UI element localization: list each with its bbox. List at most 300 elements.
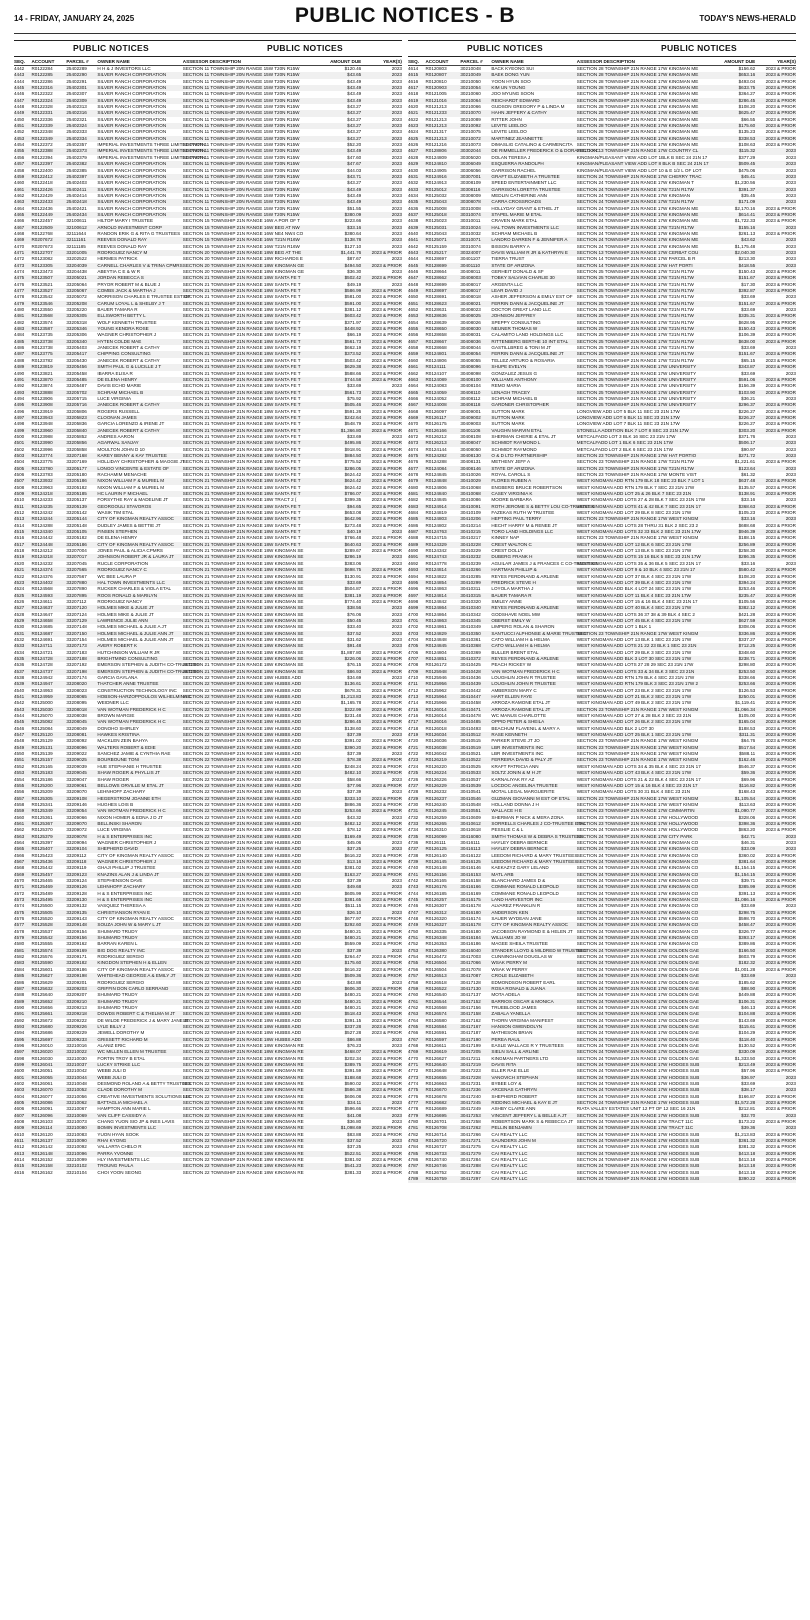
cell-years: 2023 & PRIOR	[371, 687, 402, 693]
cell-owner: CONSTRUCTION TECHNOLOGY INC	[97, 687, 177, 693]
cell-owner: LUCE VIRGINIA	[97, 395, 132, 401]
cell-years: 2023 & PRIOR	[371, 1017, 402, 1023]
cell-years: 2023 & PRIOR	[371, 1087, 402, 1093]
col-amount: AMOUNT DUE	[724, 59, 756, 64]
cell-account: R0123963	[31, 484, 53, 490]
cell-years: 2023	[391, 237, 402, 243]
cell-amount: $135.57	[738, 484, 756, 490]
cell-parcel: 30410519	[460, 744, 481, 750]
cell-description: SECTION 11 TOWNSHIP 20N RANGE 15W T20N R15W	[182, 199, 300, 205]
cell-description: SECTION 23 TOWNSHIP 21N RANGE 17W CIMMARTIN	[576, 808, 695, 814]
cell-owner: GASTILLBREG & TONI M JT	[491, 345, 552, 351]
cell-amount: $45.06	[347, 839, 362, 845]
cell-amount: $482.12	[344, 820, 362, 826]
cell-amount: $335.31	[738, 313, 756, 319]
cell-account: R0124144	[425, 446, 447, 452]
cell-owner: HUGHES LOIS B	[97, 801, 134, 807]
cell-parcel: 33207017	[66, 554, 87, 560]
cell-description: SECTION 23 TOWNSHIP 21N RANGE 17W WEST KINGM	[576, 738, 699, 744]
cell-parcel: 33210030	[66, 1055, 87, 1061]
cell-seq: 4616	[408, 78, 419, 84]
cell-seq: 4471	[14, 249, 25, 255]
cell-description: SECTION 23 TOWNSHIP 21N RANGE 17W T21N R17W	[576, 459, 694, 465]
cell-description: SECTION 22 TOWNSHIP 21N RANGE 18W HUBBS ADD	[182, 827, 302, 833]
cell-account: R0122433	[31, 199, 53, 205]
cell-seq: 4570	[14, 878, 25, 883]
cell-amount: $258.30	[738, 548, 756, 554]
cell-description: SECTION 24 TOWNSHIP 21N RANGE 17W GOLDEN GAE	[576, 1042, 700, 1048]
cell-parcel: 25402321	[66, 116, 87, 122]
cell-parcel: 33209169	[66, 947, 87, 953]
cell-owner: HOLLAND DONNA J H	[491, 801, 539, 807]
cell-account: R0125043	[425, 199, 447, 205]
cell-account: R0123574	[31, 319, 53, 325]
cell-seq: 4683	[408, 503, 419, 509]
cell-owner: REMO MARIA	[491, 383, 521, 389]
cell-seq: 4505	[14, 465, 25, 471]
cell-amount: $391.13	[738, 890, 756, 896]
cell-seq: 4785	[408, 1150, 419, 1156]
cell-seq: 4723	[408, 757, 419, 763]
cell-years: 2023 & PRIOR	[765, 757, 796, 763]
cell-amount: $337.28	[344, 1023, 362, 1029]
cell-owner: H H & J INVESTORS LLC	[97, 66, 151, 71]
cell-years: 2023 & PRIOR	[765, 947, 796, 953]
cell-seq: 4685	[408, 516, 419, 522]
cell-parcel: 30417236	[460, 1087, 481, 1093]
cell-account: R0124568	[31, 586, 53, 592]
cell-years: 2023 & PRIOR	[765, 979, 796, 985]
cell-amount: $33.16	[347, 224, 362, 230]
cell-account: R0126257	[425, 897, 447, 903]
cell-amount: $633.75	[738, 85, 756, 91]
cell-years: 2023 & PRIOR	[765, 142, 796, 148]
cell-parcel: 33205137	[66, 497, 87, 503]
cell-account: R0126504	[425, 966, 447, 972]
cell-owner: COMMANE RONALD LEOPOLD	[491, 890, 559, 896]
cell-amount: $774.40	[344, 598, 362, 604]
cell-account: R0124845	[425, 472, 447, 477]
cell-account: R0120803	[425, 66, 447, 71]
cell-parcel: 30408003	[460, 275, 481, 281]
cell-account: R0125030	[31, 706, 53, 712]
cell-years: 2023 & PRIOR	[371, 319, 402, 325]
cell-description: SECTION 24 TOWNSHIP 21N RANGE 17W HODGES SUB	[576, 1100, 700, 1106]
cell-description: SECTION 22 TOWNSHIP 21N RANGE 18W KINGMAN RE	[182, 1093, 304, 1099]
cell-account: R0121213	[425, 116, 447, 122]
cell-description: WEST KINGMAN ADD LOTS 30 31 BLK 4 SEC 23 21N	[576, 789, 691, 795]
cell-seq: 4580	[14, 941, 25, 947]
cell-seq: 4675	[408, 452, 419, 458]
cell-years: 2023	[391, 776, 402, 782]
cell-account: R0124233	[31, 497, 53, 503]
cell-parcel: 30408050	[460, 446, 481, 452]
cell-parcel: 25402382	[66, 161, 87, 167]
cell-years: 2023 & PRIOR	[765, 1131, 796, 1137]
cell-amount: $2,170.16	[734, 205, 756, 211]
cell-parcel: 30310008	[460, 205, 481, 211]
cell-owner: CAI REALTY LLC	[491, 1176, 528, 1182]
cell-years: 2023 & PRIOR	[765, 998, 796, 1004]
cell-amount: $377.29	[738, 154, 756, 160]
cell-owner: REYES FERDINAND & ARLENE	[491, 573, 559, 579]
cell-description: SECTION 24 TOWNSHIP 21N RANGE 17W GOLDEN GAE	[576, 1036, 700, 1042]
cell-account: R0125071	[425, 237, 447, 243]
cell-years: 2023 & PRIOR	[371, 928, 402, 934]
cell-owner: CLOONAN JAMES	[97, 414, 137, 420]
cell-account: R0128662	[425, 275, 447, 281]
cell-years: 2023	[391, 211, 402, 217]
cell-amount: $136.61	[344, 681, 362, 687]
cell-amount: $37.39	[347, 789, 362, 795]
cell-years: 2023 & PRIOR	[371, 668, 402, 674]
cell-years: 2023 & PRIOR	[765, 611, 796, 617]
cell-parcel: 30410425	[460, 662, 481, 668]
cell-description: SECTION 22 TOWNSHIP 21N RANGE 18W HUBBS ADD	[182, 687, 302, 693]
cell-parcel: 33209148	[66, 922, 87, 928]
cell-amount: $226.27	[738, 421, 756, 427]
cell-parcel: 33205064	[66, 281, 87, 287]
cell-account: R0122348	[31, 129, 53, 135]
cell-parcel: 33208018	[66, 706, 87, 712]
cell-owner: GARCIA GAYLANA	[97, 675, 138, 680]
cell-seq: 4714	[408, 700, 419, 706]
cell-seq: 4483	[14, 326, 25, 332]
cell-seq: 4511	[14, 503, 24, 509]
cell-description: SECTION 22 TOWNSHIP 21N RANGE 18W KINGMAN RE	[182, 1087, 304, 1093]
cell-seq: 4724	[408, 763, 419, 769]
cell-owner: VINCENT JEFFERY L & BELLE A JT	[491, 1112, 567, 1118]
cell-description: SECTION 11 TOWNSHIP 20N RANGE 15W T20N R15W	[182, 135, 300, 141]
cell-parcel: 30308078	[460, 199, 481, 205]
cell-owner: WILLIAMS JO W	[491, 935, 527, 941]
cell-owner: SILVER RANCH CORPORATION	[97, 91, 167, 97]
cell-years: 2023 & PRIOR	[765, 706, 796, 712]
cell-amount: $43.27	[347, 135, 362, 141]
cell-seq: 4671	[408, 427, 419, 433]
cell-account: R0124803	[425, 516, 447, 522]
cell-account: R0128631	[425, 307, 447, 313]
cell-parcel: 33210096	[66, 1150, 87, 1156]
cell-account: R0126259	[425, 814, 447, 820]
cell-seq: 4565	[14, 846, 25, 852]
section-banner-left	[14, 40, 402, 57]
cell-amount: $43.49	[347, 91, 362, 97]
cell-seq: 4699	[408, 605, 419, 611]
cell-parcel: 25402385	[66, 167, 87, 173]
cell-account: R0123870	[31, 376, 53, 382]
cell-owner: WC MILLEN ELLEN M TRUSTEE	[97, 1049, 167, 1055]
cell-account: R0123960	[31, 427, 53, 433]
cell-seq: 4560	[14, 814, 25, 820]
cell-years: 2023 & PRIOR	[765, 351, 796, 357]
cell-owner: SUTTON MARK	[491, 414, 525, 420]
cell-amount: $17.30	[741, 281, 756, 287]
cell-description: SECTION 25 TOWNSHIP 21N RANGE 17W T21N R17W	[576, 313, 694, 319]
cell-account: R0126166	[425, 427, 447, 433]
cell-seq: 4620	[408, 104, 419, 110]
cell-parcel: 30401110	[460, 262, 481, 268]
cell-owner: BIG DOG REALTY INC	[97, 947, 145, 953]
cell-description: SECTION 22 TOWNSHIP 21N RANGE 18W KINGMAN RE	[182, 1081, 304, 1086]
cell-owner: REEVES DONALD RAY	[97, 243, 147, 249]
cell-owner: O & D LTD PARTNERSHIP	[491, 452, 548, 458]
cell-seq: 4725	[408, 770, 419, 776]
cell-owner: SILVER RANCH CORPORATION	[97, 72, 167, 78]
cell-amount: $66.55	[741, 116, 756, 122]
cell-parcel: 30410361	[460, 636, 481, 642]
cell-seq: 4771	[408, 1061, 419, 1067]
cell-years: 2023 & PRIOR	[371, 700, 402, 706]
cell-seq: 4558	[14, 801, 25, 807]
cell-account: R0124376	[31, 573, 53, 579]
cell-description: SECTION 22 TOWNSHIP 21N RANGE 18W HUBBS ADD	[182, 928, 302, 934]
cell-description: SECTION 24 TOWNSHIP 21N RANGE 17W CITY PARK	[576, 833, 693, 839]
cell-owner: CASEY VIRGINIA K	[491, 491, 533, 497]
section-label: PUBLIC NOTICES	[267, 43, 343, 53]
cell-description: SECTION 24 TOWNSHIP 21N RANGE 17W HODGES SUB	[576, 1112, 700, 1118]
cell-description: SECTION 11 TOWNSHIP 20N RANGE 15W T20N R15W	[182, 154, 300, 160]
cell-parcel: 33209171	[66, 954, 87, 960]
cell-amount: $628.95	[738, 319, 756, 325]
cell-description: SECTION 11 TOWNSHIP 20N RANGE 15W T20N R15W	[182, 78, 300, 84]
cell-owner: RUCLE CORPORATION	[97, 560, 149, 566]
cell-description: SECTION 28 TOWNSHIP 21N RANGE 17W KINGMAN ME	[576, 85, 699, 91]
cell-years: 2023	[391, 617, 402, 623]
cell-seq: 4478	[14, 294, 25, 300]
cell-amount: $338.53	[738, 135, 756, 141]
cell-description: SECTION 21 TOWNSHIP 21N RANGE 18W SANTA FE T	[182, 510, 301, 516]
cell-seq: 4549	[14, 744, 25, 750]
cell-description: SECTION 21 TOWNSHIP 21N RANGE 18W SANTA FE T	[182, 529, 301, 535]
cell-owner: CITY OF KINGMAN REALTY ASSOC	[97, 916, 174, 922]
cell-description: SECTION 24 TOWNSHIP 21N RANGE 17W KINGMAN ME	[576, 211, 699, 217]
cell-years: 2023 & PRIOR	[371, 598, 402, 604]
cell-parcel: 30417258	[460, 1119, 481, 1125]
cell-parcel: 33209146	[66, 801, 87, 807]
cell-parcel: 30410368	[460, 643, 481, 649]
cell-seq: 4783	[408, 1138, 419, 1144]
cell-parcel: 33209233	[66, 1036, 87, 1042]
cell-seq: 4726	[408, 776, 419, 782]
cell-account: R0125442	[31, 865, 53, 871]
cell-description: SECTION 21 TOWNSHIP 21N RANGE 18W SANTA FE T	[182, 503, 301, 509]
cell-seq: 4443	[14, 72, 25, 78]
cell-years: 2023 & PRIOR	[765, 630, 796, 636]
cell-description: WEST KINGMAN ADD LOT 13 BLK 1 SEC 23 21N 17W	[576, 636, 692, 642]
cell-owner: LUCE VIRGINIA	[97, 827, 132, 833]
cell-account: R0124212	[31, 548, 53, 554]
cell-amount: $86.88	[347, 1036, 362, 1042]
cell-seq: 4496	[14, 408, 25, 414]
cell-account: R0124848	[425, 478, 447, 484]
cell-description: WEST KINGMAN ADD LOT 23 BLK 2 SEC 23 21N 17W	[576, 687, 692, 693]
cell-amount: $390.22	[738, 1176, 756, 1182]
cell-amount: $286.35	[738, 554, 756, 560]
cell-amount: $606.30	[344, 985, 362, 991]
cell-years: 2023 & PRIOR	[765, 1068, 796, 1074]
cell-amount: $1,887.80	[340, 649, 362, 655]
cell-amount: $458.47	[738, 922, 756, 928]
cell-account: R0126212	[425, 433, 447, 439]
cell-years: 2023 & PRIOR	[765, 770, 796, 776]
cell-account: R0125031	[425, 224, 447, 230]
cell-years: 2023 & PRIOR	[371, 1011, 402, 1017]
cell-years: 2023 & PRIOR	[765, 776, 796, 782]
cell-seq: 4583	[14, 960, 25, 966]
cell-years: 2023 & PRIOR	[371, 681, 402, 687]
cell-account: R0125070	[31, 713, 53, 719]
cell-account: R0126172	[425, 662, 447, 668]
cell-seq: 4498	[14, 421, 25, 427]
cell-seq: 4697	[408, 592, 419, 598]
cell-amount: $590.02	[344, 1081, 362, 1086]
cell-years: 2023 & PRIOR	[371, 288, 402, 294]
cell-owner: SPEPPY CONSULTING	[491, 319, 541, 325]
cell-account: R0122388	[31, 148, 53, 154]
cell-account: R0124864	[425, 605, 447, 611]
cell-account: R0124819	[425, 510, 447, 516]
cell-owner: CATO WILLIAM H & HELMA	[491, 636, 550, 642]
cell-description: SECTION 22 TOWNSHIP 21N RANGE 18W HUBBS ADD	[182, 757, 302, 763]
cell-account: R0125370	[31, 827, 53, 833]
cell-account: R0122449	[31, 211, 53, 217]
cell-account: R0121317	[425, 129, 447, 135]
cell-account: R0126708	[425, 1125, 447, 1131]
cell-account: R0125640	[31, 992, 53, 998]
cell-owner: SILVER RANCH CORPORATION	[97, 180, 167, 186]
cell-description: SECTION 24 TOWNSHIP 21N RANGE 17W HODGES SUB	[576, 1131, 700, 1137]
cell-amount: $162.46	[738, 757, 756, 763]
cell-parcel: 33205185	[66, 491, 87, 497]
cell-account: R0126472	[425, 954, 447, 960]
cell-parcel: 33205177	[66, 465, 87, 471]
cell-account: R0125680	[31, 1023, 53, 1029]
section-label: PUBLIC NOTICES	[661, 43, 737, 53]
cell-amount: $413.18	[738, 1169, 756, 1175]
cell-owner: PELLIN BENJAMIN	[491, 1125, 532, 1131]
cell-years: 2023 & PRIOR	[765, 408, 796, 414]
cell-description: SECTION 25 TOWNSHIP 21N RANGE 17W T21N R17W	[576, 326, 694, 332]
cell-amount: $1,722.33	[734, 218, 756, 224]
cell-description: SECTION 22 TOWNSHIP 21N RANGE 18W HUBBS ADD	[182, 719, 302, 725]
cell-parcel: 33205208	[66, 300, 87, 306]
cell-account: R0124942	[31, 675, 53, 680]
cell-seq: 4497	[14, 414, 25, 420]
col-seq: SEQ.	[14, 59, 25, 64]
cell-seq: 4656	[408, 332, 419, 338]
cell-owner: SHAW ROGER & PHYLLIS JT	[97, 770, 161, 776]
cell-account: R0125012	[425, 186, 447, 192]
cell-years: 2023 & PRIOR	[765, 935, 796, 941]
cell-owner: THORN VIRGINIA MANIFEST	[491, 1017, 554, 1023]
cell-description: SECTION 24 TOWNSHIP 21N RANGE 17W KINGMAN CO	[576, 916, 699, 922]
cell-description: WEST KINGMAN ADD LOT 27 & 28 BLK 2 SEC 23 21N	[576, 713, 692, 719]
cell-years: 2023 & PRIOR	[765, 110, 796, 116]
cell-account: R0126327	[425, 922, 447, 928]
cell-parcel: 33205144	[66, 516, 87, 522]
cell-account: R0125341	[31, 801, 53, 807]
cell-account: R0122286	[31, 78, 53, 84]
cell-owner: EASLE WALLACE R Y TRUSTEES	[491, 1042, 564, 1048]
cell-years: 2023	[785, 262, 796, 268]
cell-description: SECTION 21 TOWNSHIP 21N RANGE 18W SANTA FE T	[182, 313, 301, 319]
cell-years: 2023 & PRIOR	[765, 1157, 796, 1163]
cell-description: SECTION 21 TOWNSHIP 21N RANGE 18W KINGMAN SE	[182, 579, 304, 585]
cell-years: 2023 & PRIOR	[765, 91, 796, 97]
cell-seq: 4542	[14, 700, 25, 706]
cell-owner: ARNOLD INVESTMENT CORP	[97, 224, 162, 230]
cell-owner: RASE KENNETH	[491, 732, 528, 738]
cell-seq: 4757	[408, 973, 419, 979]
cell-seq: 4641	[408, 237, 419, 243]
cell-years: 2023 & PRIOR	[371, 1068, 402, 1074]
cell-account: R0126156	[425, 871, 447, 877]
cell-years: 2023	[785, 833, 796, 839]
cell-seq: 4661	[408, 364, 419, 370]
cell-account: R0126014	[425, 713, 447, 719]
cell-description: SECTION 21 TOWNSHIP 21N RANGE 18W SANTA FE T	[182, 345, 301, 351]
cell-parcel: 33210102	[66, 1163, 87, 1169]
cell-years: 2023 & PRIOR	[371, 801, 402, 807]
cell-description: SECTION 22 TOWNSHIP 21N RANGE 18W HUBBS ADD	[182, 865, 302, 871]
col-owner: OWNER NAME	[491, 59, 524, 64]
cell-description: SECTION 25 TOWNSHIP 21N RANGE 17W T21N R17W	[576, 281, 694, 287]
cell-seq: 4747	[408, 909, 419, 915]
cell-account: R0126030	[31, 1055, 53, 1061]
cell-description: SECTION 24 TOWNSHIP 21N RANGE 17W GOLDEN GAE	[576, 973, 700, 979]
cell-owner: ANDRES AARON	[97, 433, 134, 439]
cell-parcel: 30410515	[460, 738, 481, 744]
cell-owner: SMITH PAUL G & LUCILLE J T	[97, 364, 162, 370]
cell-description: SECTION 22 TOWNSHIP 21N RANGE 18W KINGMAN RE	[182, 1061, 304, 1067]
cell-parcel: 30408023	[460, 307, 481, 313]
cell-parcel: 30417253	[460, 1112, 481, 1118]
cell-years: 2023 & PRIOR	[765, 129, 796, 135]
cell-owner: LBR INVESTMENTS INC	[491, 751, 544, 757]
cell-parcel: 33208065	[66, 694, 87, 700]
cell-description: SECTION 22 TOWNSHIP 21N RANGE 18W KINGMAN RE	[182, 1169, 304, 1175]
cell-owner: ROGERS RUSSELL	[97, 408, 140, 414]
cell-owner: ASHER JEFFERSON & EMILY EST OF	[491, 294, 573, 300]
cell-years: 2023 & PRIOR	[371, 376, 402, 382]
cell-seq: 4750	[408, 928, 419, 934]
cell-account: R0123943	[31, 414, 53, 420]
cell-description: SECTION 22 TOWNSHIP 21N RANGE 18W HUBBS ADD	[182, 801, 302, 807]
cell-amount: $504.87	[344, 586, 362, 592]
cell-parcel: 33207112	[66, 598, 87, 604]
cell-account: R0123082	[31, 256, 53, 262]
cell-amount: $653.08	[344, 510, 362, 516]
cell-parcel: 30417130	[460, 985, 481, 991]
cell-description: SECTION 23 TOWNSHIP 21N RANGE 17W HOLLYWOOD	[576, 820, 699, 826]
cell-account: R0128668	[425, 345, 447, 351]
cell-owner: SILVER RANCH CORPORATION	[97, 116, 167, 122]
cell-owner: WALTERS ROBERT & EDIE	[97, 744, 156, 750]
cell-description: KINGMAN/PLEASANT VIEW ADD LOT 10 & E 1/2 L OF LOT	[576, 167, 702, 173]
cell-owner: WOLF KENNETH TRUSTEE	[97, 319, 157, 325]
cell-seq: 4517	[14, 541, 25, 547]
cell-owner: ARCENAS CATHRYN	[491, 1087, 537, 1093]
cell-description: SECTION 15 TOWNSHIP 21N RANGE 16W T21N R16W	[182, 243, 300, 249]
cell-owner: EMERSON STEPHEN & JUDITH CO-TRUSTEES	[97, 668, 200, 674]
cell-amount: $286.45	[738, 97, 756, 103]
cell-description: WEST KINGMAN ADD LOTS 35 & 36 BLK 5 SEC 23 21N 17	[576, 560, 701, 566]
cell-years: 2023 & PRIOR	[371, 998, 402, 1004]
cell-seq: 4467	[14, 224, 25, 230]
cell-seq: 4682	[408, 497, 419, 503]
cell-seq: 4662	[408, 370, 419, 376]
